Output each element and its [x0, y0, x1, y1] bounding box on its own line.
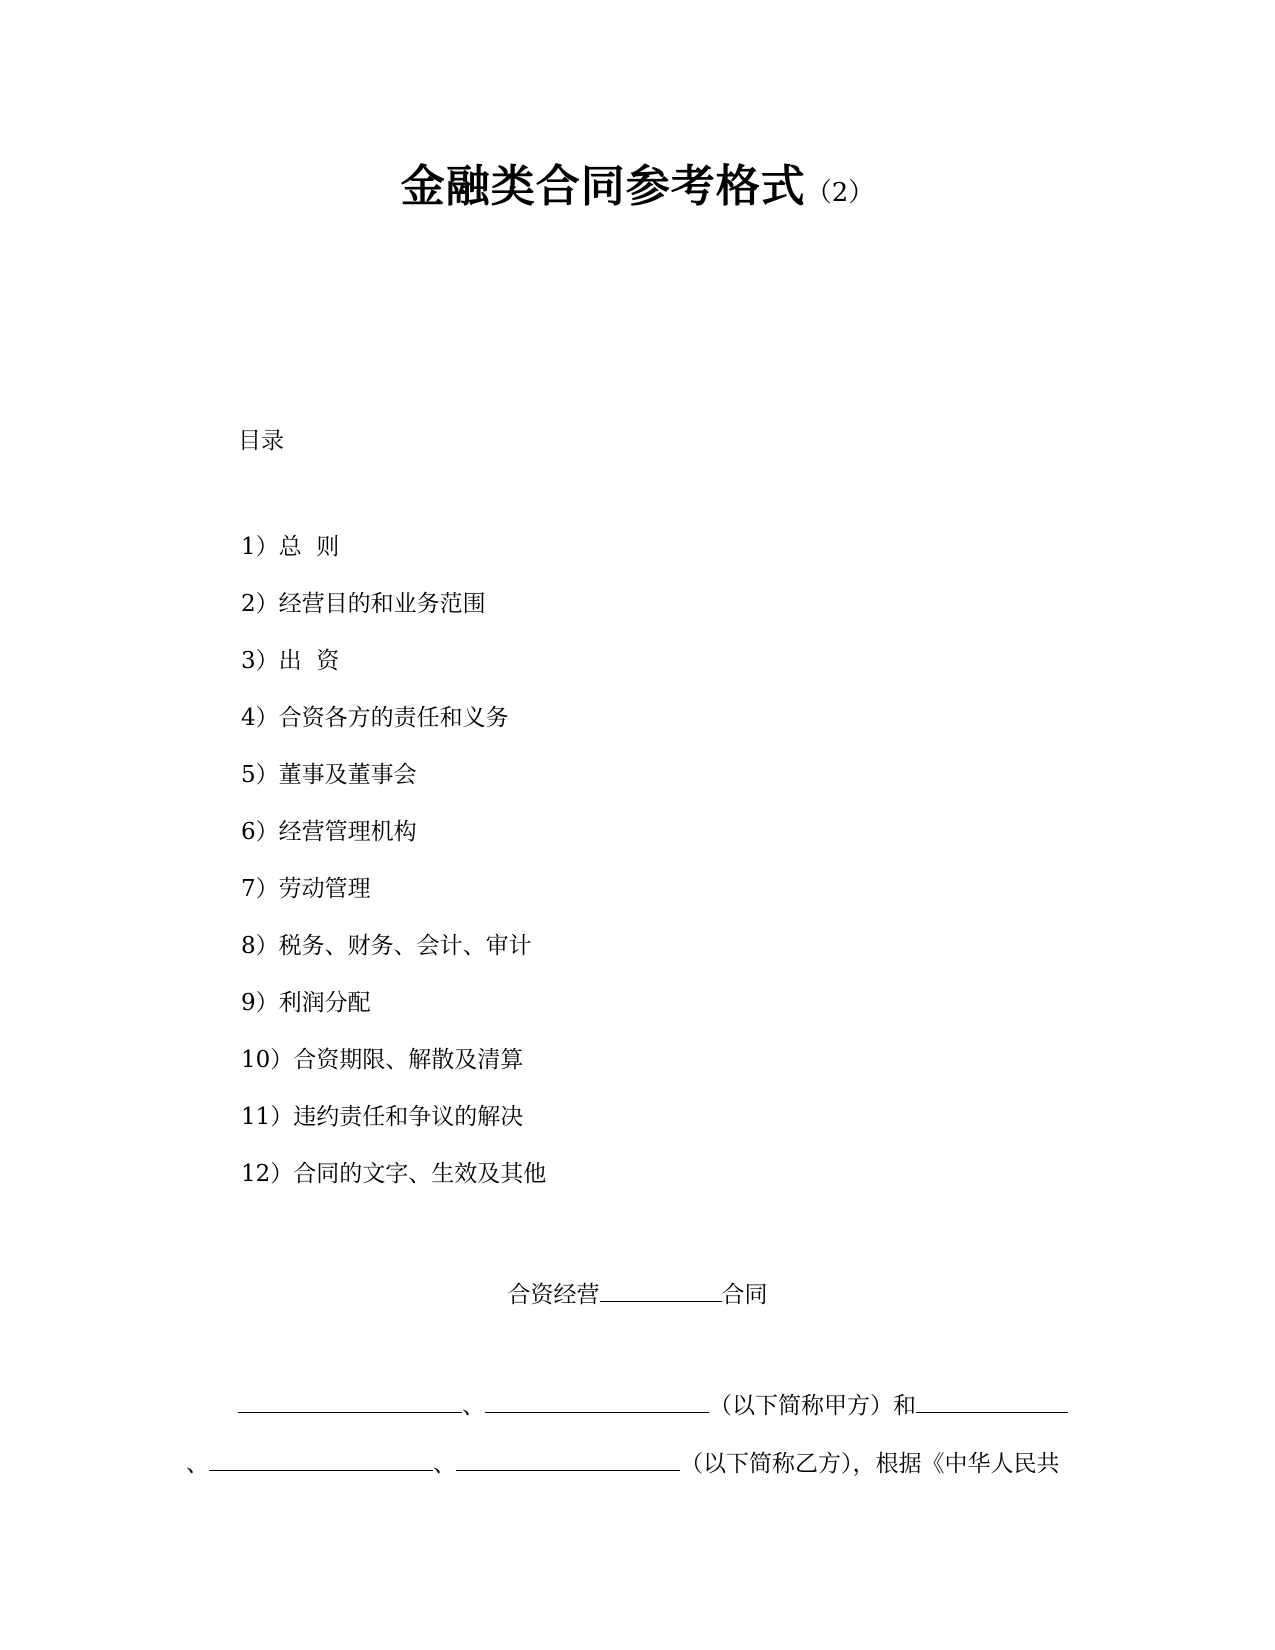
toc-item-9: 9）利润分配 [241, 990, 371, 1016]
party-a2-blank[interactable] [485, 1390, 709, 1413]
title-suffix: （2） [805, 178, 875, 208]
party-b2-blank[interactable] [209, 1448, 433, 1471]
title-main: 金融类合同参考格式 [400, 161, 806, 212]
contract-name-line [0, 1276, 1275, 1309]
toc-item-11: 11）违约责任和争议的解决 [241, 1104, 524, 1130]
party-a-line [238, 1390, 1068, 1421]
contract-name-blank[interactable] [600, 1279, 722, 1302]
toc-item-4: 4）合资各方的责任和义务 [241, 705, 509, 731]
party-b-lead-separator: 、 [186, 1451, 209, 1477]
toc-item-8: 8）税务、财务、会计、审计 [241, 933, 532, 959]
party-b1-blank[interactable] [916, 1390, 1068, 1413]
contract-name-suffix: 合同 [721, 1282, 768, 1308]
party-b-label: （以下简称乙方），根据《中华人民共 [680, 1451, 1060, 1477]
party-a-label: （以下简称甲方）和 [709, 1393, 916, 1419]
party-b-separator: 、 [433, 1451, 456, 1477]
toc-item-5: 5）董事及董事会 [241, 762, 417, 788]
table-of-contents [241, 532, 546, 1216]
toc-item-12: 12）合同的文字、生效及其他 [241, 1161, 547, 1187]
party-a1-blank[interactable] [238, 1390, 462, 1413]
party-b-line [186, 1448, 1060, 1479]
party-a-separator: 、 [462, 1393, 485, 1419]
document-title [0, 150, 1275, 214]
toc-item-2: 2）经营目的和业务范围 [241, 591, 486, 617]
toc-item-10: 10）合资期限、解散及清算 [241, 1047, 524, 1073]
toc-item-6: 6）经营管理机构 [241, 819, 417, 845]
toc-item-7: 7）劳动管理 [241, 876, 371, 902]
toc-item-1: 1）总 则 [241, 534, 340, 560]
toc-heading: 目录 [238, 428, 284, 454]
contract-name-prefix: 合资经营 [507, 1282, 600, 1308]
party-b3-blank[interactable] [456, 1448, 680, 1471]
toc-item-3: 3）出 资 [241, 648, 340, 674]
